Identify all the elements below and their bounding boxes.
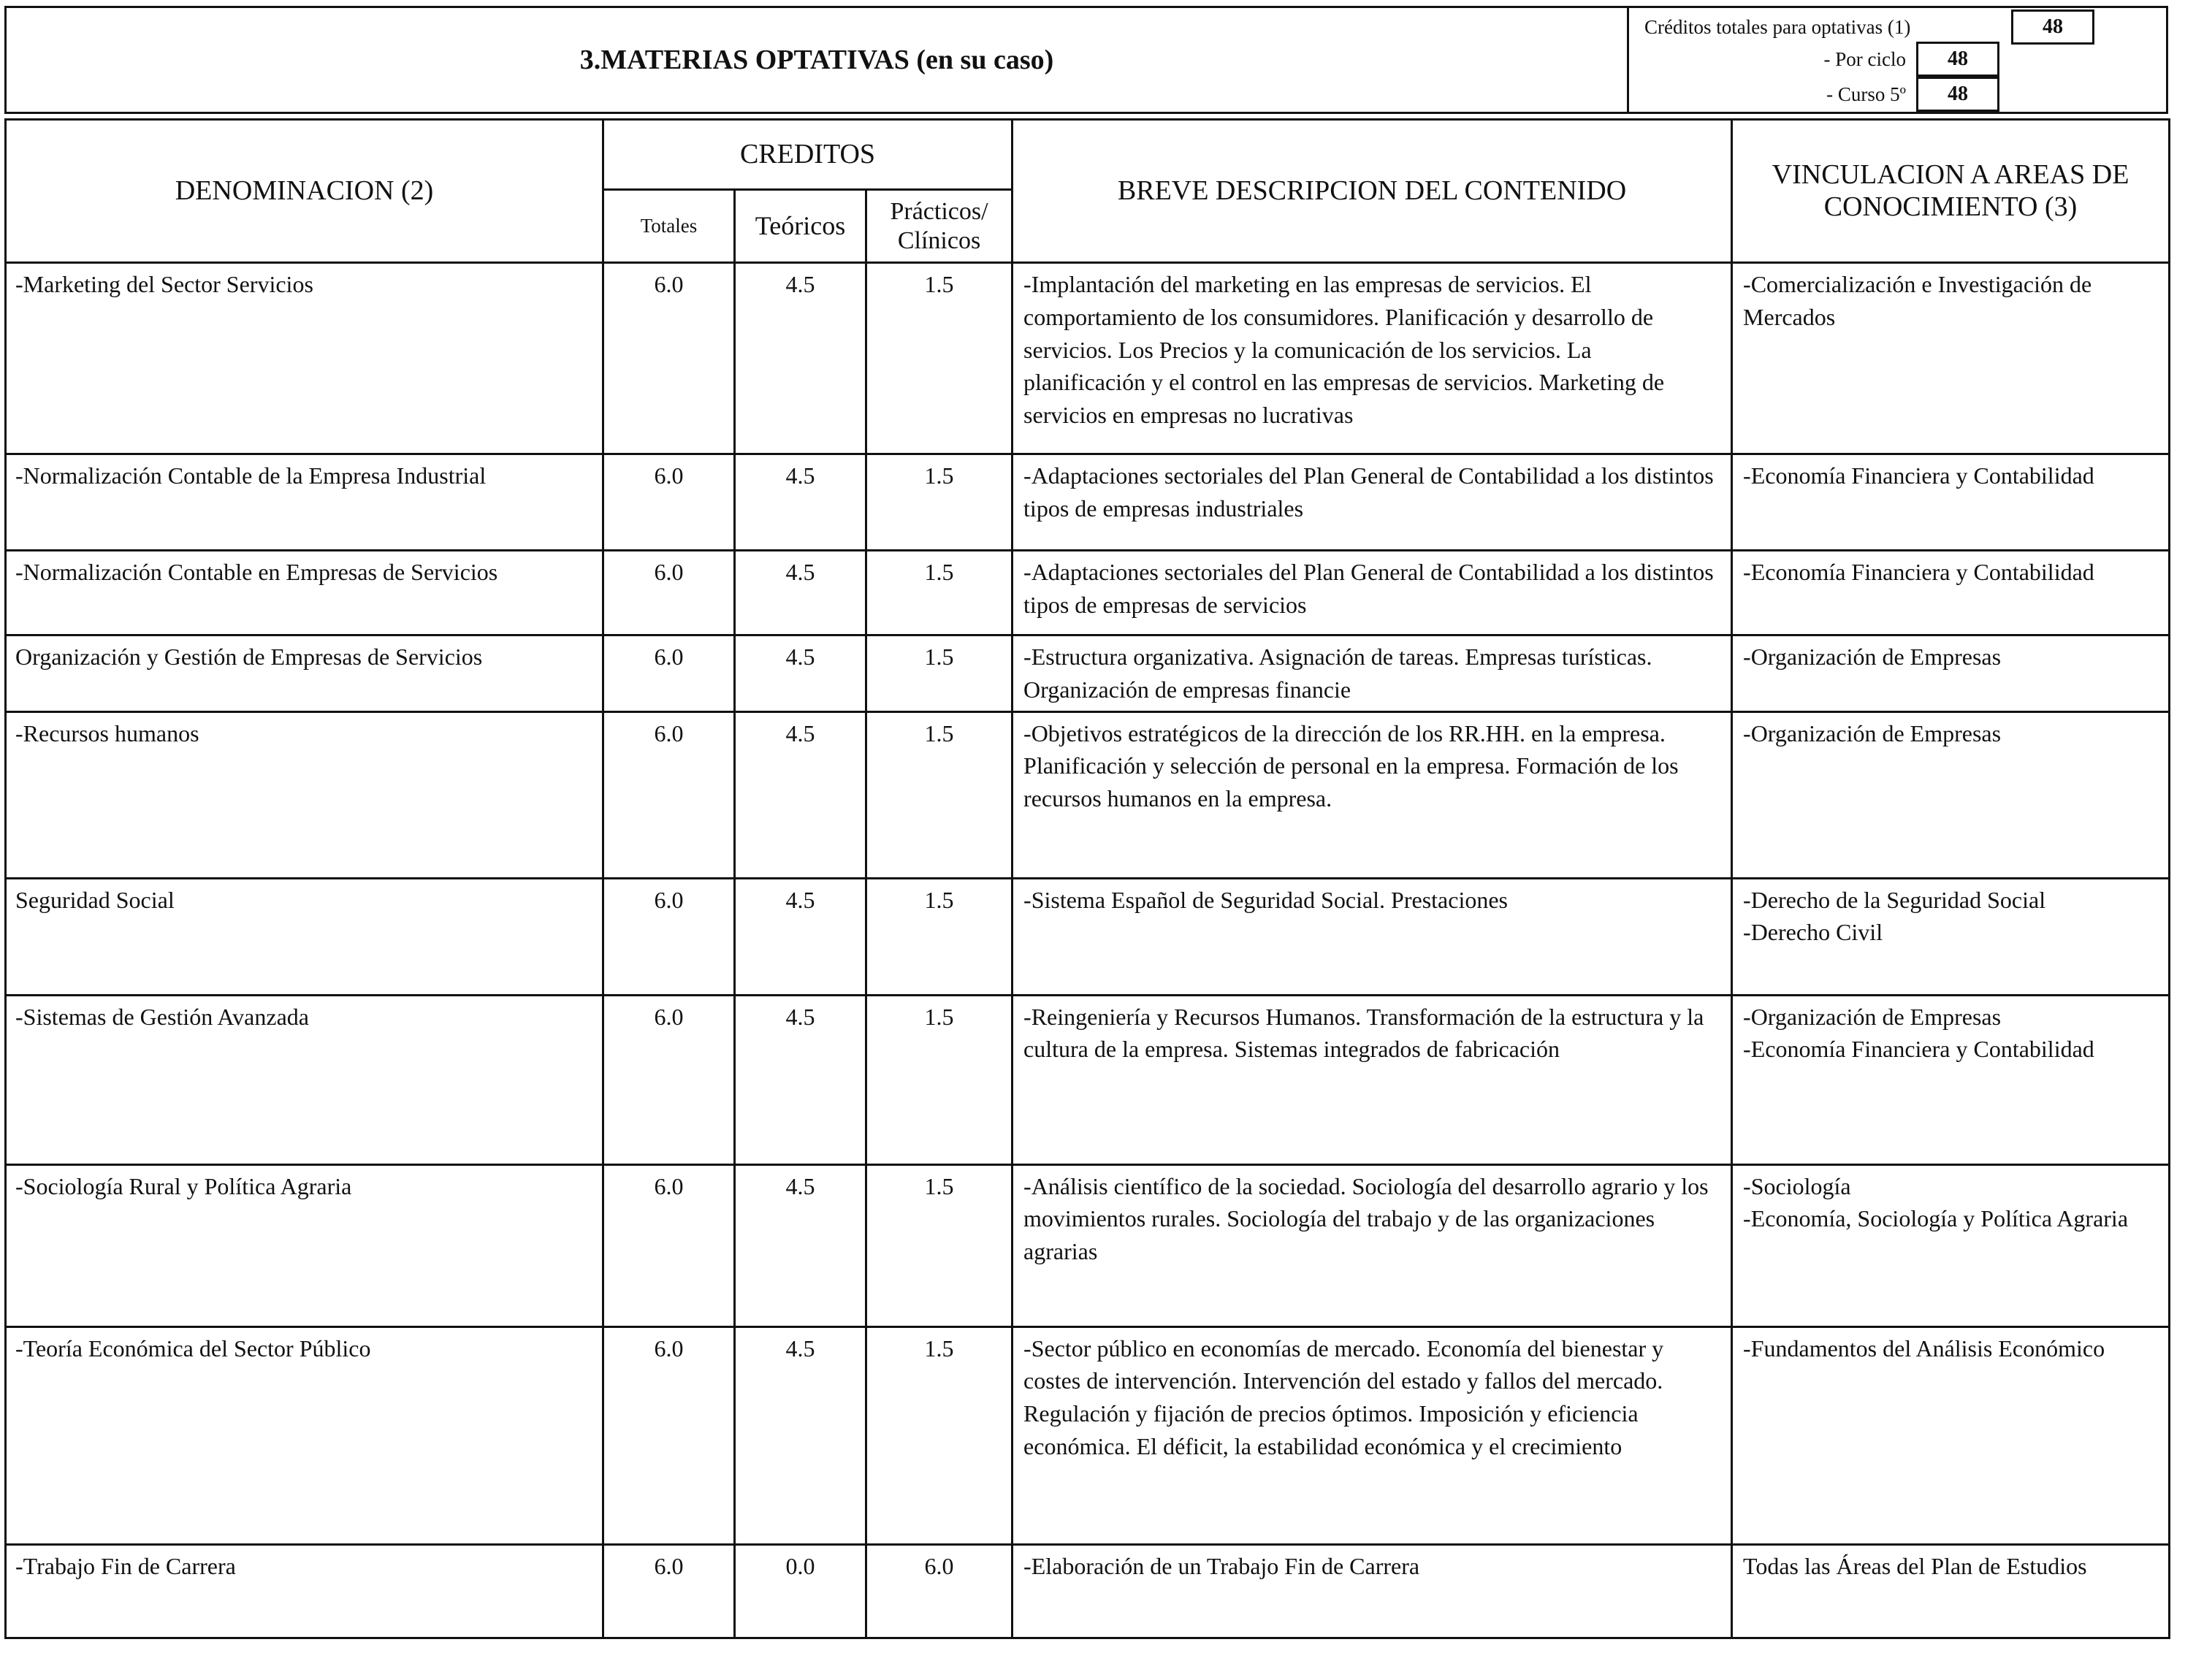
- content-description: -Elaboración de un Trabajo Fin de Carrera: [1013, 1544, 1732, 1638]
- credits-practicos: 1.5: [866, 263, 1013, 454]
- course-label: - Curso 5º: [1826, 83, 1906, 105]
- content-description: -Adaptaciones sectoriales del Plan General de Contabilidad a los distintos tipos de empresas industriales: [1013, 454, 1732, 551]
- knowledge-areas: -Organización de Empresas: [1732, 635, 2170, 712]
- optional-subjects-table: [4, 118, 2170, 1639]
- col-creditos: CREDITOS: [603, 120, 1013, 190]
- content-description: -Implantación del marketing en las empresas de servicios. El comportamiento de los consumidores. Planificación y desarrollo de servicios. Los Precios y la comunicación de los servicios. La planificación y el control en las empresas de servicios. Marketing de servicios en empresas no lucrativas: [1013, 263, 1732, 454]
- knowledge-areas: -Economía Financiera y Contabilidad: [1732, 551, 2170, 635]
- credits-practicos: 1.5: [866, 995, 1013, 1164]
- table-row: [6, 263, 2170, 454]
- col-vinculacion: VINCULACION A AREAS DE CONOCIMIENTO (3): [1732, 120, 2170, 263]
- credits-totales: 6.0: [603, 454, 735, 551]
- credits-practicos: 1.5: [866, 635, 1013, 712]
- credits-practicos: 1.5: [866, 1326, 1013, 1544]
- per-cycle-label: - Por ciclo: [1823, 47, 1906, 70]
- table-row: [6, 878, 2170, 995]
- credits-total-row: [1631, 9, 2094, 45]
- content-description: -Análisis científico de la sociedad. Sociología del desarrollo agrario y los movimientos rurales. Sociología del trabajo y de las organizaciones agrarias: [1013, 1164, 1732, 1326]
- credits-teoricos: 0.0: [735, 1544, 866, 1638]
- col-descripcion: BREVE DESCRIPCION DEL CONTENIDO: [1013, 120, 1732, 263]
- content-description: -Objetivos estratégicos de la dirección de los RR.HH. en la empresa. Planificación y selección de personal en la empresa. Formación de los recursos humanos en la empresa.: [1013, 711, 1732, 878]
- credits-totales: 6.0: [603, 551, 735, 635]
- knowledge-areas: Todas las Áreas del Plan de Estudios: [1732, 1544, 2170, 1638]
- subject-name: -Normalización Contable de la Empresa Industrial: [6, 454, 603, 551]
- knowledge-areas: -Organización de Empresas: [1732, 711, 2170, 878]
- credits-totales: 6.0: [603, 878, 735, 995]
- table-row: [6, 1326, 2170, 1544]
- credits-summary: [1631, 8, 2167, 112]
- credits-totales: 6.0: [603, 1544, 735, 1638]
- credits-totales: 6.0: [603, 1326, 735, 1544]
- course-row: [1631, 77, 1999, 112]
- knowledge-areas: -Derecho de la Seguridad Social -Derecho Civil: [1732, 878, 2170, 995]
- subject-name: -Sistemas de Gestión Avanzada: [6, 995, 603, 1164]
- course-value: 48: [1916, 77, 1999, 112]
- credits-totales: 6.0: [603, 995, 735, 1164]
- credits-practicos: 1.5: [866, 1164, 1013, 1326]
- credits-practicos: 1.5: [866, 711, 1013, 878]
- credits-teoricos: 4.5: [735, 551, 866, 635]
- credits-teoricos: 4.5: [735, 1326, 866, 1544]
- subject-name: -Teoría Económica del Sector Público: [6, 1326, 603, 1544]
- table-row: [6, 995, 2170, 1164]
- per-cycle-value: 48: [1916, 42, 1999, 77]
- credits-totales: 6.0: [603, 711, 735, 878]
- table-row: [6, 551, 2170, 635]
- header-block: [4, 6, 2168, 114]
- table-row: [6, 454, 2170, 551]
- subject-name: -Recursos humanos: [6, 711, 603, 878]
- subject-name: -Sociología Rural y Política Agraria: [6, 1164, 603, 1326]
- credits-totales: 6.0: [603, 1164, 735, 1326]
- table-row: [6, 1544, 2170, 1638]
- credits-teoricos: 4.5: [735, 263, 866, 454]
- subject-name: Seguridad Social: [6, 878, 603, 995]
- content-description: -Sistema Español de Seguridad Social. Prestaciones: [1013, 878, 1732, 995]
- table-row: [6, 711, 2170, 878]
- content-description: -Adaptaciones sectoriales del Plan General de Contabilidad a los distintos tipos de empresas de servicios: [1013, 551, 1732, 635]
- knowledge-areas: -Fundamentos del Análisis Económico: [1732, 1326, 2170, 1544]
- col-practicos: Prácticos/ Clínicos: [866, 190, 1013, 263]
- table-body: [6, 263, 2170, 1638]
- credits-totales: 6.0: [603, 635, 735, 712]
- col-totales: Totales: [603, 190, 735, 263]
- credits-teoricos: 4.5: [735, 1164, 866, 1326]
- credits-teoricos: 4.5: [735, 711, 866, 878]
- credits-total-label: Créditos totales para optativas (1): [1644, 15, 1911, 38]
- content-description: -Sector público en economías de mercado. Economía del bienestar y costes de intervención. Intervención del estado y fallos del mercado. Regulación y fijación de precios óptimos. Imposición y eficiencia económica. El déficit, la estabilidad económica y el crecimiento: [1013, 1326, 1732, 1544]
- per-cycle-row: [1631, 42, 1999, 77]
- knowledge-areas: -Organización de Empresas -Economía Financiera y Contabilidad: [1732, 995, 2170, 1164]
- subject-name: -Normalización Contable en Empresas de Servicios: [6, 551, 603, 635]
- subject-name: -Marketing del Sector Servicios: [6, 263, 603, 454]
- content-description: -Estructura organizativa. Asignación de tareas. Empresas turísticas. Organización de empresas financie: [1013, 635, 1732, 712]
- credits-totales: 6.0: [603, 263, 735, 454]
- subject-name: -Trabajo Fin de Carrera: [6, 1544, 603, 1638]
- table-row: [6, 635, 2170, 712]
- credits-teoricos: 4.5: [735, 878, 866, 995]
- col-teoricos: Teóricos: [735, 190, 866, 263]
- credits-practicos: 6.0: [866, 1544, 1013, 1638]
- col-denominacion: DENOMINACION (2): [6, 120, 603, 263]
- credits-teoricos: 4.5: [735, 635, 866, 712]
- credits-practicos: 1.5: [866, 878, 1013, 995]
- credits-total-value: 48: [2011, 9, 2094, 45]
- table-row: [6, 1164, 2170, 1326]
- page-title: 3.MATERIAS OPTATIVAS (en su caso): [7, 8, 1629, 112]
- credits-teoricos: 4.5: [735, 454, 866, 551]
- credits-teoricos: 4.5: [735, 995, 866, 1164]
- knowledge-areas: -Comercialización e Investigación de Mercados: [1732, 263, 2170, 454]
- credits-practicos: 1.5: [866, 551, 1013, 635]
- knowledge-areas: -Sociología -Economía, Sociología y Política Agraria: [1732, 1164, 2170, 1326]
- subject-name: Organización y Gestión de Empresas de Servicios: [6, 635, 603, 712]
- credits-practicos: 1.5: [866, 454, 1013, 551]
- content-description: -Reingeniería y Recursos Humanos. Transformación de la estructura y la cultura de la empresa. Sistemas integrados de fabricación: [1013, 995, 1732, 1164]
- knowledge-areas: -Economía Financiera y Contabilidad: [1732, 454, 2170, 551]
